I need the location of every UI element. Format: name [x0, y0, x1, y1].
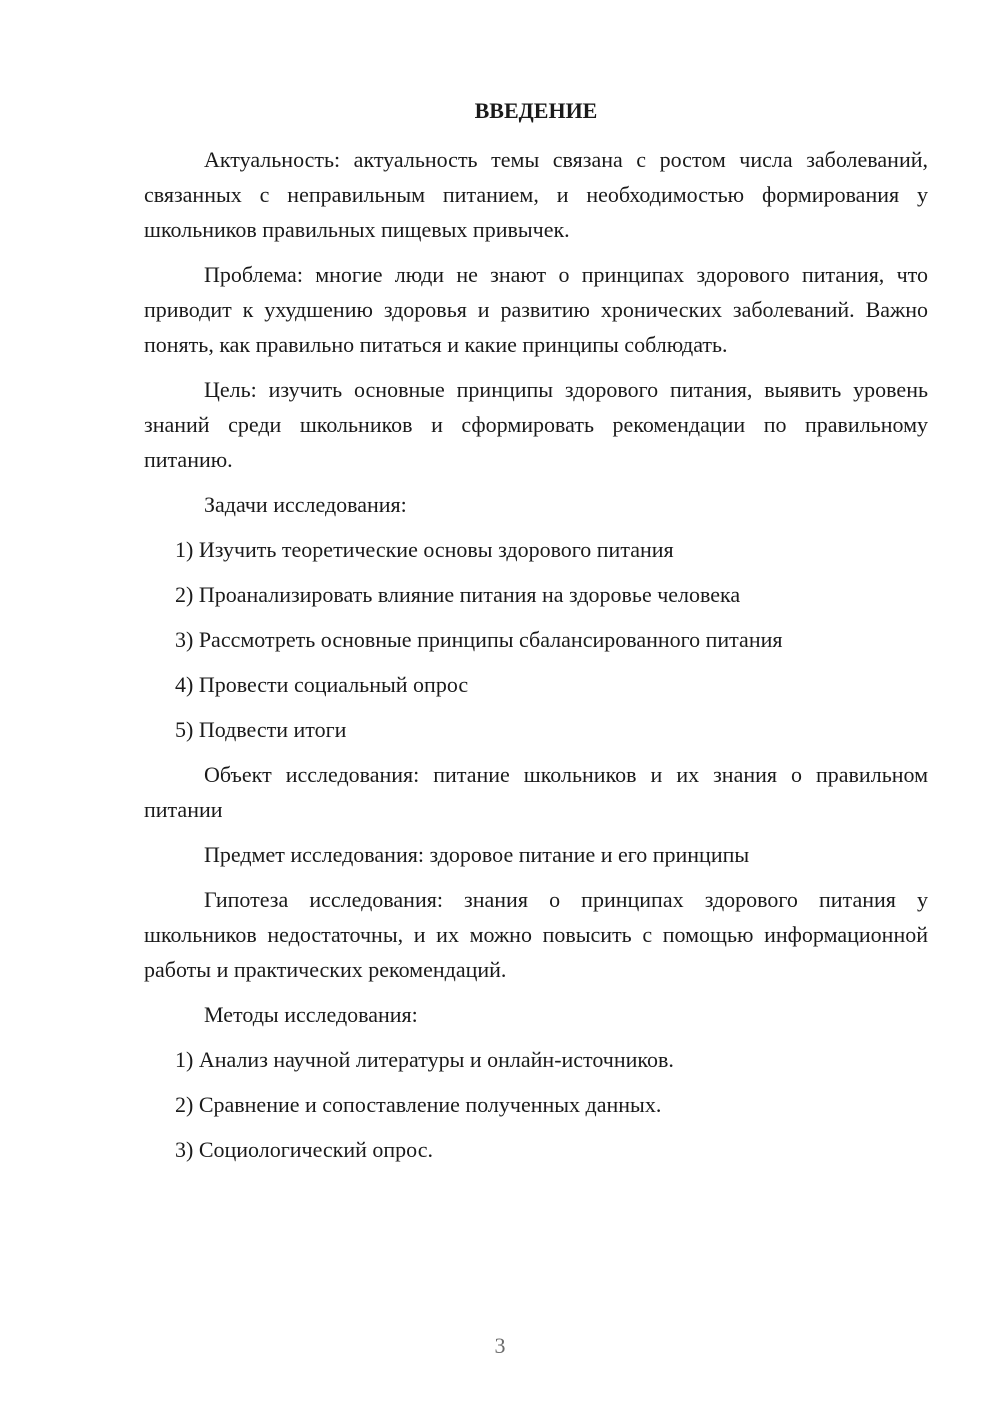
methods-heading: Методы исследования:	[204, 1002, 418, 1027]
goal-paragraph: Цель: изучить основные принципы здорового питания, выявить уровень знаний среди школьников и сформировать рекомендации по правильному питанию.	[144, 377, 928, 472]
task-item: 2) Проанализировать влияние питания на здоровье человека	[175, 582, 741, 607]
hypothesis-paragraph: Гипотеза исследования: знания о принципах здорового питания у школьников недостаточны, и их можно повысить с помощью информационной работы и практических рекомендаций.	[144, 887, 928, 982]
task-item: 3) Рассмотреть основные принципы сбалансированного питания	[175, 627, 783, 652]
methods-list	[144, 1042, 928, 1167]
relevance-paragraph: Актуальность: актуальность темы связана с ростом числа заболеваний, связанных с неправильным питанием, и необходимостью формирования у школьников правильных пищевых привычек.	[144, 147, 928, 242]
method-item: 1) Анализ научной литературы и онлайн-источников.	[175, 1047, 674, 1072]
tasks-heading: Задачи исследования:	[204, 492, 407, 517]
object-paragraph: Объект исследования: питание школьников и их знания о правильном питании	[144, 762, 928, 822]
task-item: 5) Подвести итоги	[175, 717, 347, 742]
section-title: ВВЕДЕНИЕ	[474, 98, 598, 123]
problem-paragraph: Проблема: многие люди не знают о принципах здорового питания, что приводит к ухудшению здоровья и развитию хронических заболеваний. Важно понять, как правильно питаться и какие принципы соблюдать.	[144, 262, 928, 357]
task-item: 4) Провести социальный опрос	[175, 672, 469, 697]
document-page	[144, 96, 928, 1177]
subject-paragraph: Предмет исследования: здоровое питание и его принципы	[204, 842, 750, 867]
page-number: 3	[494, 1333, 506, 1358]
task-item: 1) Изучить теоретические основы здорового питания	[175, 537, 674, 562]
tasks-list	[144, 532, 928, 747]
method-item: 2) Сравнение и сопоставление полученных данных.	[175, 1092, 662, 1117]
method-item: 3) Социологический опрос.	[175, 1137, 433, 1162]
